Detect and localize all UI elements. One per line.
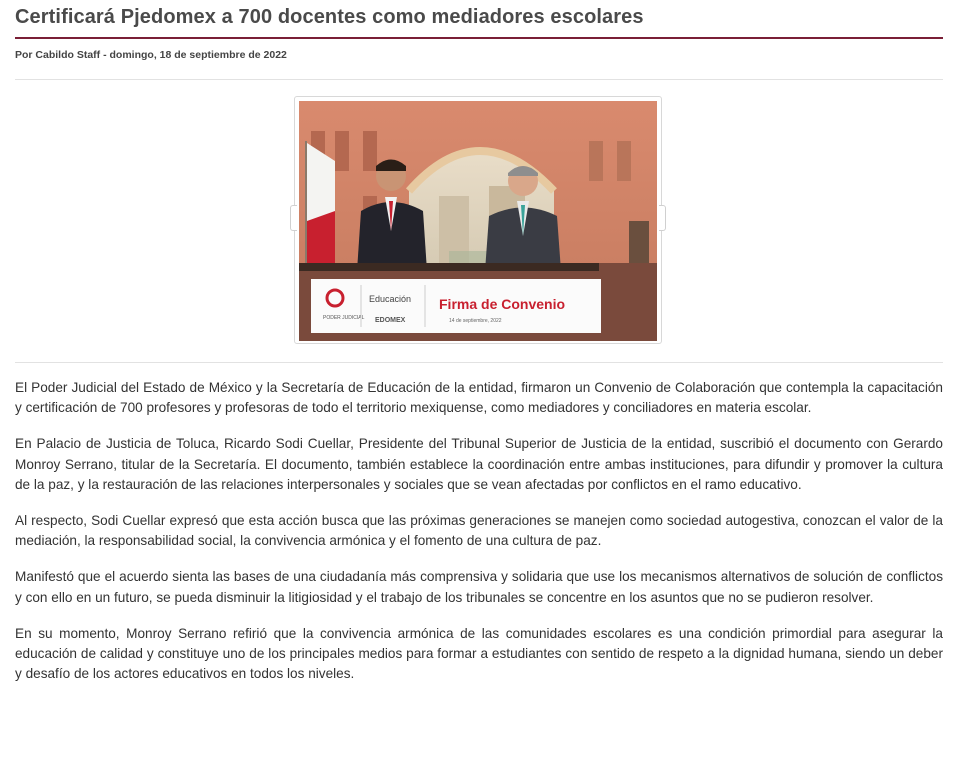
banner-edu-label: Educación	[369, 294, 412, 304]
title-divider	[15, 37, 943, 39]
article-paragraph: En Palacio de Justicia de Toluca, Ricardo Sodi Cuellar, Presidente del Tribunal Superior de Justicia de la entidad, suscribió el documento con Gerardo Monroy Serrano, titular de la Secretaría. El documento, también establece la coordinación entre ambas instituciones, para difundir y promover la cultura de la paz, y la restauración de las relaciones interpersonales y sociales que se vean afectadas por conflictos en el ramo educativo.	[15, 436, 943, 492]
banner-date: 14 de septiembre, 2022	[449, 318, 502, 324]
gallery-prev-button[interactable]	[290, 205, 297, 231]
article-photo-frame	[294, 96, 662, 344]
article-photo	[299, 101, 657, 341]
article-byline: Por Cabildo Staff - domingo, 18 de septiembre de 2022	[15, 49, 287, 61]
article-body	[15, 378, 943, 700]
divider	[15, 362, 943, 363]
banner-logo-text: PODER JUDICIAL	[323, 315, 365, 321]
article-paragraph: Al respecto, Sodi Cuellar expresó que esta acción busca que las próximas generaciones se manejen como sociedad autogestiva, conozcan el valor de la mediación, la responsabilidad social, la convivencia armónica y el fomento de una cultura de paz.	[15, 513, 943, 549]
article-paragraph: Manifestó que el acuerdo sienta las bases de una ciudadanía más comprensiva y solidaria que use los mecanismos alternativos de solución de conflictos y con ello en un futuro, se pueda disminuir la litigiosidad y el trabajo de los tribunales se concentre en los asuntos que no se pudieron resolver.	[15, 569, 943, 605]
article-paragraph: El Poder Judicial del Estado de México y la Secretaría de Educación de la entidad, firmaron un Convenio de Colaboración que contempla la capacitación y certificación de 700 profesores y profesoras de todo el territorio mexiquense, como mediadores y conciliadores en materia escolar.	[15, 380, 943, 416]
article-title: Certificará Pjedomex a 700 docentes como mediadores escolares	[15, 6, 644, 28]
article-paragraph: En su momento, Monroy Serrano refirió que la convivencia armónica de las comunidades escolares es una condición primordial para asegurar la educación de calidad y constituye uno de los principales medios para formar a estudiantes con sentido de respeto a la dignidad humana, siendo un deber y desafío de los actores educativos en todos los niveles.	[15, 625, 943, 682]
divider	[15, 79, 943, 80]
gallery-next-button[interactable]	[659, 205, 666, 231]
banner-title: Firma de Convenio	[439, 296, 566, 312]
banner-edomex-label: EDOMEX	[375, 317, 406, 324]
